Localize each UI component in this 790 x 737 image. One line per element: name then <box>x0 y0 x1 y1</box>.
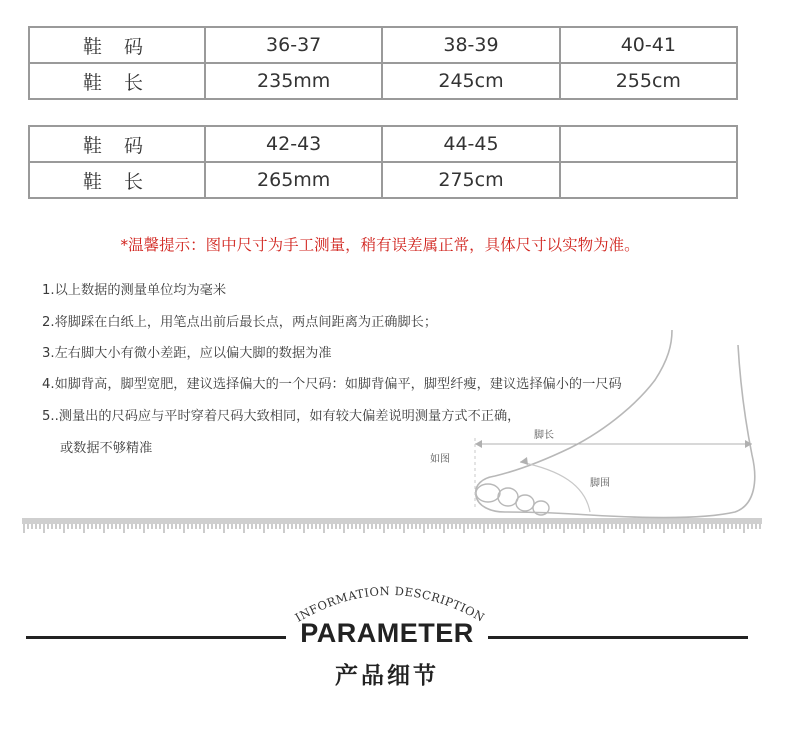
row-header: 鞋 码 <box>29 126 205 162</box>
note-item: 1.以上数据的测量单位均为毫米 <box>42 283 227 298</box>
note-item: 4.如脚背高，脚型宽肥，建议选择偏大的一个尺码：如脚背偏平，脚型纤瘦，建议选择偏小的一尺码 <box>42 377 622 392</box>
foot-girth-label: 脚围 <box>590 478 610 489</box>
arc-text-path: INFORMATION DESCRIPTION <box>292 583 488 625</box>
table-cell: 255cm <box>560 63 737 99</box>
ruler-ticks <box>24 524 760 533</box>
toes <box>476 484 549 515</box>
table-row <box>29 27 737 63</box>
row-header: 鞋 长 <box>29 162 205 198</box>
warning-notice: *温馨提示：图中尺寸为手工测量，稍有误差属正常，具体尺寸以实物为准。 <box>120 236 640 254</box>
example-label: 如图 <box>430 454 450 465</box>
section-subtitle: 产品细节 <box>335 663 439 689</box>
table-row <box>29 63 737 99</box>
foot-measure-diagram <box>0 330 790 540</box>
table-row <box>29 126 737 162</box>
foot-length-label: 脚长 <box>534 430 554 441</box>
row-header: 鞋 长 <box>29 63 205 99</box>
section-title: PARAMETER <box>300 618 474 648</box>
table-cell: 40-41 <box>560 27 737 63</box>
table-cell: 265mm <box>205 162 382 198</box>
example-arrow <box>520 457 528 465</box>
table-row <box>29 162 737 198</box>
note-item: 5..测量出的尺码应与平时穿着尺码大致相同，如有较大偏差说明测量方式不正确， <box>42 409 521 424</box>
table-cell: 42-43 <box>205 126 382 162</box>
table-cell: 38-39 <box>382 27 559 63</box>
ruler-bar <box>22 518 762 524</box>
table-cell: 44-45 <box>382 126 559 162</box>
table-cell <box>560 126 737 162</box>
table-cell: 245cm <box>382 63 559 99</box>
size-table-2 <box>28 125 738 199</box>
note-item: 或数据不够精准 <box>60 441 153 456</box>
table-cell: 36-37 <box>205 27 382 63</box>
size-table-1 <box>28 26 738 100</box>
girth-curve <box>520 462 590 512</box>
arrow-head-left <box>475 440 482 448</box>
table-cell: 275cm <box>382 162 559 198</box>
note-item: 2.将脚踩在白纸上，用笔点出前后最长点，两点间距离为正确脚长； <box>42 315 438 330</box>
table-cell <box>560 162 737 198</box>
row-header: 鞋 码 <box>29 27 205 63</box>
table-cell: 235mm <box>205 63 382 99</box>
note-item: 3.左右脚大小有微小差距，应以偏大脚的数据为准 <box>42 346 332 361</box>
